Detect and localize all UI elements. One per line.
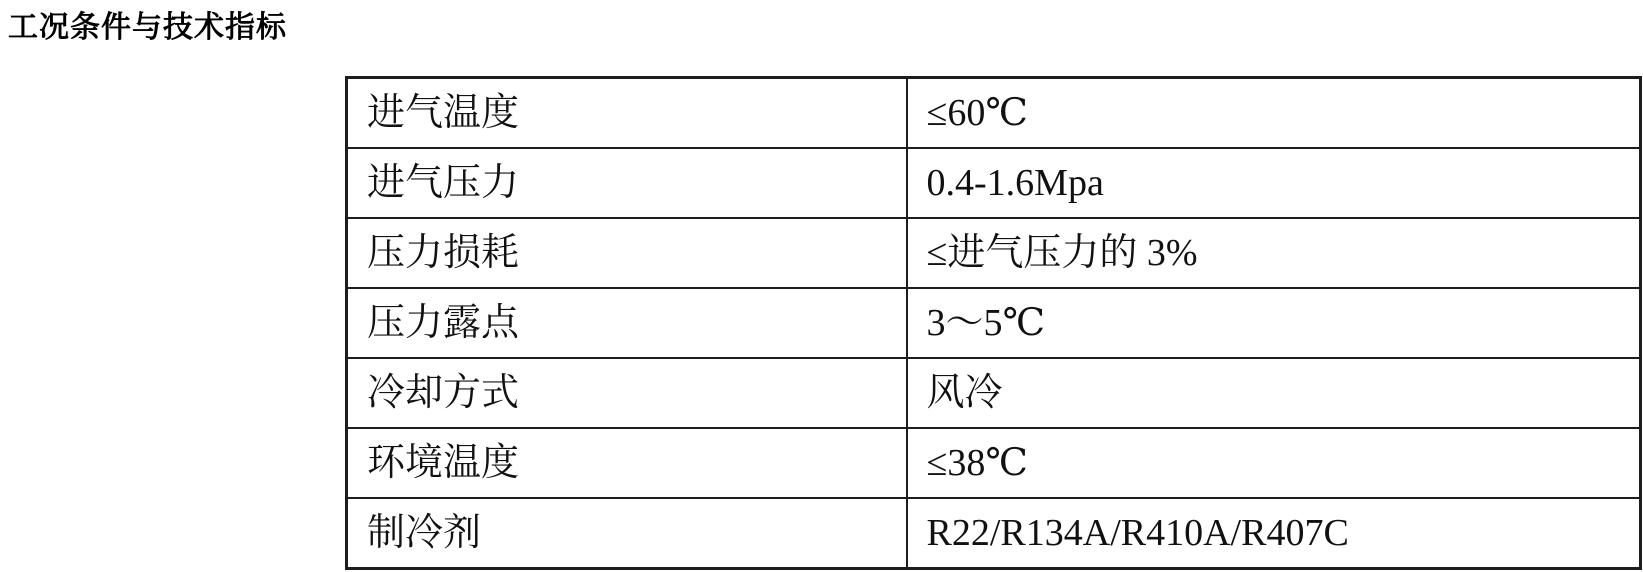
table-row	[347, 148, 1641, 218]
page-title: 工况条件与技术指标	[8, 11, 287, 44]
row-value: 0.4-1.6Mpa	[907, 148, 1641, 218]
table-row	[347, 498, 1641, 569]
row-value: R22/R134A/R410A/R407C	[907, 498, 1641, 569]
row-label: 制冷剂	[347, 498, 907, 569]
row-label: 冷却方式	[347, 358, 907, 428]
row-label: 压力损耗	[347, 218, 907, 288]
table-row	[347, 78, 1641, 149]
row-value: ≤38℃	[907, 428, 1641, 498]
row-value: 风冷	[907, 358, 1641, 428]
row-label: 压力露点	[347, 288, 907, 358]
row-value: 3～5℃	[907, 288, 1641, 358]
spec-table	[345, 76, 1642, 570]
table-row	[347, 358, 1641, 428]
row-label: 环境温度	[347, 428, 907, 498]
row-value: ≤进气压力的 3%	[907, 218, 1641, 288]
table-row	[347, 428, 1641, 498]
table-row	[347, 218, 1641, 288]
row-value: ≤60℃	[907, 78, 1641, 149]
row-label: 进气压力	[347, 148, 907, 218]
row-label: 进气温度	[347, 78, 907, 149]
table-row	[347, 288, 1641, 358]
